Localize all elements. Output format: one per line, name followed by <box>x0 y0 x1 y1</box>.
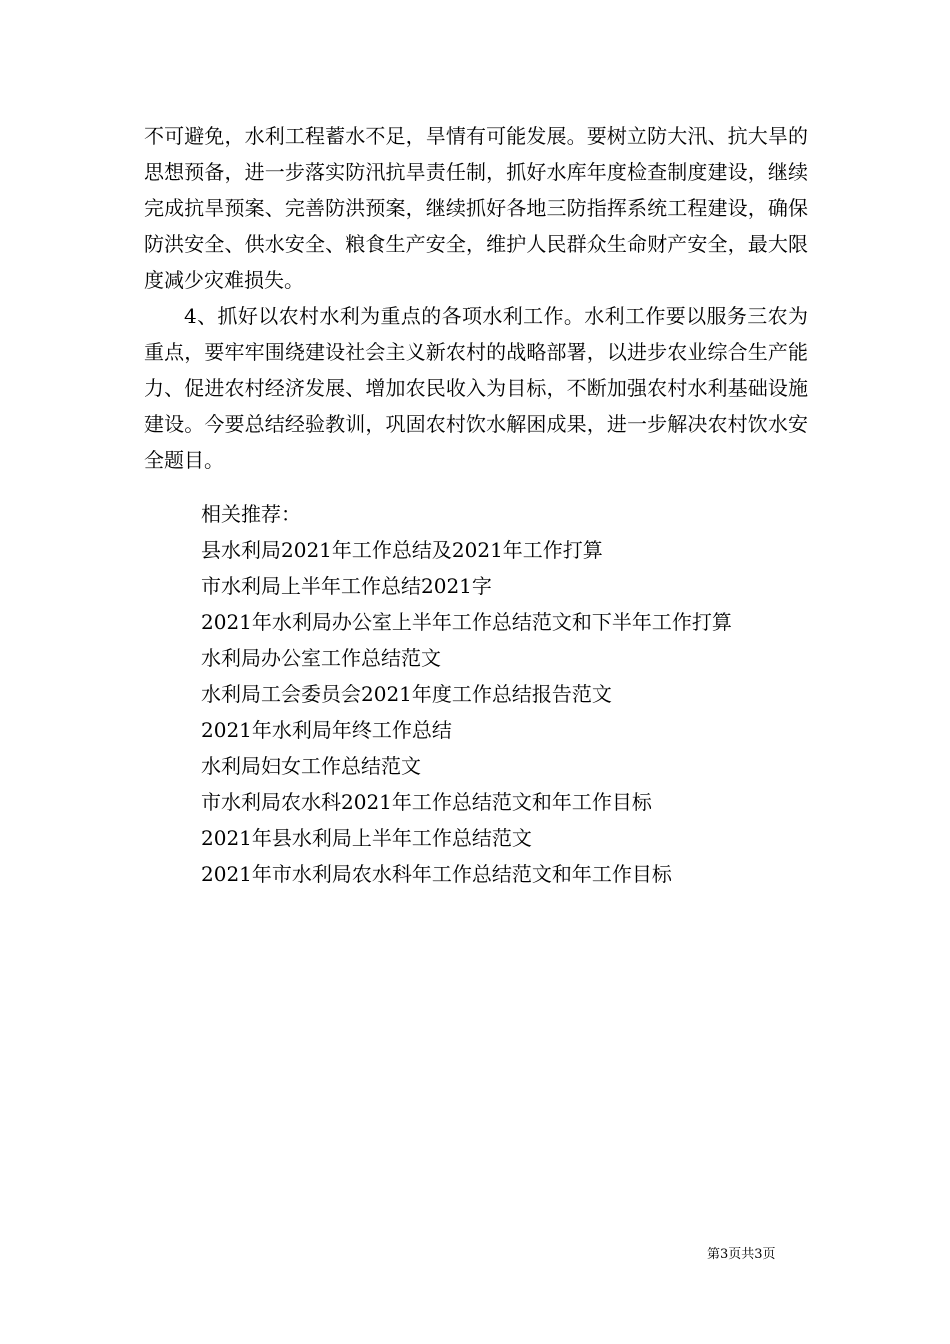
related-link-10[interactable]: 2021年市水利局农水科年工作总结范文和年工作目标 <box>201 862 672 886</box>
related-link-7[interactable]: 水利局妇女工作总结范文 <box>201 754 421 778</box>
related-link-9[interactable]: 2021年县水利局上半年工作总结范文 <box>201 826 532 850</box>
related-link-6[interactable]: 2021年水利局年终工作总结 <box>201 718 452 742</box>
related-link-5[interactable]: 水利局工会委员会2021年度工作总结报告范文 <box>201 682 612 706</box>
related-link-1[interactable]: 县水利局2021年工作总结及2021年工作打算 <box>201 538 603 562</box>
related-link-3[interactable]: 2021年水利局办公室上半年工作总结范文和下半年工作打算 <box>201 610 732 634</box>
paragraph-rural-water: 4、抓好以农村水利为重点的各项水利工作。水利工作要以服务三农为重点，要牢牢围绕建设社会主义新农村的战略部署，以进步农业综合生产能力、促进农村经济发展、增加农民收入为目标，不断加强农村水利基础设施建设。今要总结经验教训，巩固农村饮水解困成果，进一步解决农村饮水安全题目。 <box>144 304 808 472</box>
related-link-2[interactable]: 市水利局上半年工作总结2021字 <box>201 574 492 598</box>
body-text <box>144 118 808 478</box>
related-recommendations <box>201 496 821 892</box>
paragraph-flood-prevention: 不可避免，水利工程蓄水不足，旱情有可能发展。要树立防大汛、抗大旱的思想预备，进一步落实防汛抗旱责任制，抓好水库年度检查制度建设，继续完成抗旱预案、完善防洪预案，继续抓好各地三防指挥系统工程建设，确保防洪安全、供水安全、粮食生产安全，维护人民群众生命财产安全，最大限度减少灾难损失。 <box>144 124 808 292</box>
related-heading: 相关推荐： <box>201 502 301 526</box>
related-link-4[interactable]: 水利局办公室工作总结范文 <box>201 646 441 670</box>
page-number-footer: 第3页共3页 <box>707 1247 776 1262</box>
related-link-8[interactable]: 市水利局农水科2021年工作总结范文和年工作目标 <box>201 790 652 814</box>
